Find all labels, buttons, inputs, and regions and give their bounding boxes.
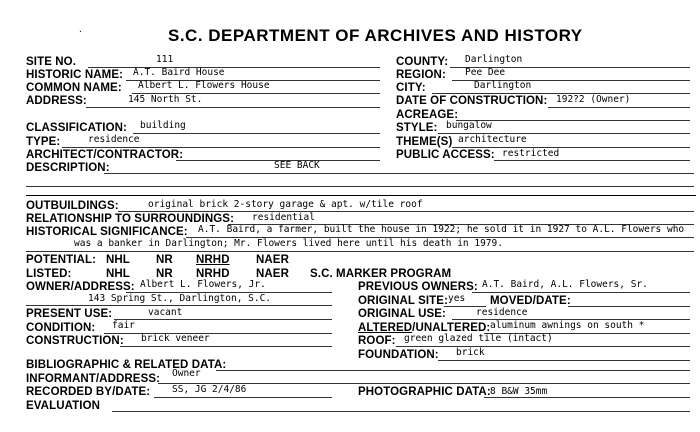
roof-line — [396, 346, 690, 347]
acreage-label: ACREAGE: — [396, 109, 459, 121]
address-value: 145 North St. — [128, 94, 203, 105]
photographic-value: 8 B&W 35mm — [490, 386, 548, 397]
relationship-label: RELATIONSHIP TO SURROUNDINGS: — [26, 213, 234, 225]
type-value: residence — [88, 134, 140, 145]
moved-date-label: MOVED/DATE: — [490, 295, 571, 307]
outbuildings-label: OUTBUILDINGS: — [26, 200, 119, 212]
architect-label: ARCHITECT/CONTRACTOR: — [26, 149, 184, 161]
condition-label: CONDITION: — [26, 322, 96, 334]
site-no-line — [88, 67, 380, 68]
foundation-value: brick — [456, 347, 485, 358]
potential-naer: NAER — [256, 254, 289, 266]
date-construction-value: 192?2 (Owner) — [556, 94, 631, 105]
classification-label: CLASSIFICATION: — [26, 122, 127, 134]
listed-nhl: NHL — [106, 268, 130, 280]
original-use-value: residence — [476, 307, 528, 318]
roof-value: green glazed tile (intact) — [404, 333, 553, 344]
public-access-line — [494, 160, 690, 161]
site-no-label: SITE NO. — [26, 56, 77, 68]
section-divider-1 — [26, 195, 696, 196]
listed-nr: NR — [156, 268, 173, 280]
date-construction-label: DATE OF CONSTRUCTION: — [396, 95, 548, 107]
photographic-label: PHOTOGRAPHIC DATA: — [358, 386, 491, 398]
historical-significance-line1: A.T. Baird, a farmer, built the house in 1922; he sold it in 1927 to A.L. Flowers who — [198, 224, 685, 235]
classification-value: building — [140, 120, 186, 131]
potential-nhl: NHL — [106, 254, 130, 266]
present-use-label: PRESENT USE: — [26, 308, 113, 320]
owner-line2: 143 Spring St., Darlington, S.C. — [88, 293, 272, 304]
site-no-value: 111 — [156, 54, 174, 65]
region-value: Pee Dee — [465, 67, 506, 78]
sc-marker-program: S.C. MARKER PROGRAM — [310, 268, 452, 280]
evaluation-label: EVALUATION — [26, 400, 101, 412]
photographic-line — [484, 397, 690, 398]
previous-owners-value: A.T. Baird, A.L. Flowers, Sr. — [482, 279, 648, 290]
potential-nr: NR — [156, 254, 173, 266]
owner-label: OWNER/ADDRESS: — [26, 281, 135, 293]
address-line — [86, 107, 380, 108]
roof-label: ROOF: — [358, 335, 396, 347]
historical-significance-line2: was a banker in Darlington; Mr. Flowers lived here until his death in 1979. — [74, 238, 503, 249]
original-site-value: yes — [448, 293, 466, 304]
form-title: S.C. DEPARTMENT OF ARCHIVES AND HISTORY — [168, 26, 583, 45]
type-line — [62, 147, 380, 148]
recorded-label: RECORDED BY/DATE: — [26, 386, 151, 398]
stray-mark: · — [78, 27, 83, 36]
themes-value: architecture — [458, 134, 527, 145]
recorded-value: SS, JG 2/4/86 — [172, 384, 247, 395]
common-name-label: COMMON NAME: — [26, 82, 122, 94]
public-access-label: PUBLIC ACCESS: — [396, 149, 495, 161]
construction-label: CONSTRUCTION: — [26, 335, 124, 347]
style-label: STYLE: — [396, 122, 438, 134]
present-use-value: vacant — [148, 307, 183, 318]
city-value: Darlington — [474, 80, 532, 91]
unaltered-word: /UNALTERED: — [412, 322, 491, 334]
listed-naer: NAER — [256, 268, 289, 280]
previous-owners-label: PREVIOUS OWNERS: — [358, 281, 478, 293]
altered-word: ALTERED — [358, 322, 413, 334]
city-label: CITY: — [396, 82, 426, 94]
informant-label: INFORMANT/ADDRESS: — [26, 373, 161, 385]
historical-significance-rule2 — [26, 251, 694, 252]
informant-value: Owner — [172, 368, 201, 379]
foundation-line — [438, 360, 690, 361]
description-extra-line — [26, 186, 694, 187]
public-access-value: restricted — [502, 148, 560, 159]
foundation-label: FOUNDATION: — [358, 349, 439, 361]
description-label: DESCRIPTION: — [26, 162, 110, 174]
original-site-label: ORIGINAL SITE: — [358, 295, 448, 307]
style-value: bungalow — [446, 120, 492, 131]
construction-line — [120, 346, 332, 347]
type-label: TYPE: — [26, 136, 61, 148]
owner-rule2 — [26, 305, 332, 306]
outbuildings-line — [118, 211, 694, 212]
description-value: SEE BACK — [274, 160, 320, 171]
altered-value: aluminum awnings on south * — [490, 320, 645, 331]
owner-line1: Albert L. Flowers, Jr. — [140, 279, 266, 290]
common-name-value: Albert L. Flowers House — [138, 80, 270, 91]
description-line — [104, 173, 694, 174]
region-label: REGION: — [396, 69, 446, 81]
historic-name-value: A.T. Baird House — [133, 67, 225, 78]
themes-line — [452, 147, 690, 148]
evaluation-line — [112, 411, 690, 412]
county-value: Darlington — [465, 54, 523, 65]
outbuildings-value: original brick 2-story garage & apt. w/tile roof — [148, 199, 423, 210]
date-construction-line — [548, 107, 690, 108]
present-use-line — [114, 319, 332, 320]
county-label: COUNTY: — [396, 56, 449, 68]
bibliographic-line — [216, 370, 690, 371]
historic-name-label: HISTORIC NAME: — [26, 69, 124, 81]
themes-label: THEME(S) — [396, 136, 453, 148]
condition-line — [104, 333, 332, 334]
recorded-line — [154, 397, 332, 398]
previous-owners-line — [472, 292, 690, 293]
relationship-value: residential — [252, 212, 315, 223]
classification-line — [133, 133, 380, 134]
potential-nrhd: NRHD — [196, 254, 230, 266]
construction-value: brick veneer — [141, 333, 210, 344]
potential-label: POTENTIAL: — [26, 254, 96, 266]
historical-significance-label: HISTORICAL SIGNIFICANCE: — [26, 226, 188, 238]
address-label: ADDRESS: — [26, 95, 87, 107]
listed-nrhd: NRHD — [196, 268, 230, 280]
listed-label: LISTED: — [26, 268, 72, 280]
moved-date-line — [568, 306, 690, 307]
bibliographic-label: BIBLIOGRAPHIC & RELATED DATA: — [26, 359, 227, 371]
condition-value: fair — [112, 320, 135, 331]
original-use-label: ORIGINAL USE: — [358, 308, 446, 320]
